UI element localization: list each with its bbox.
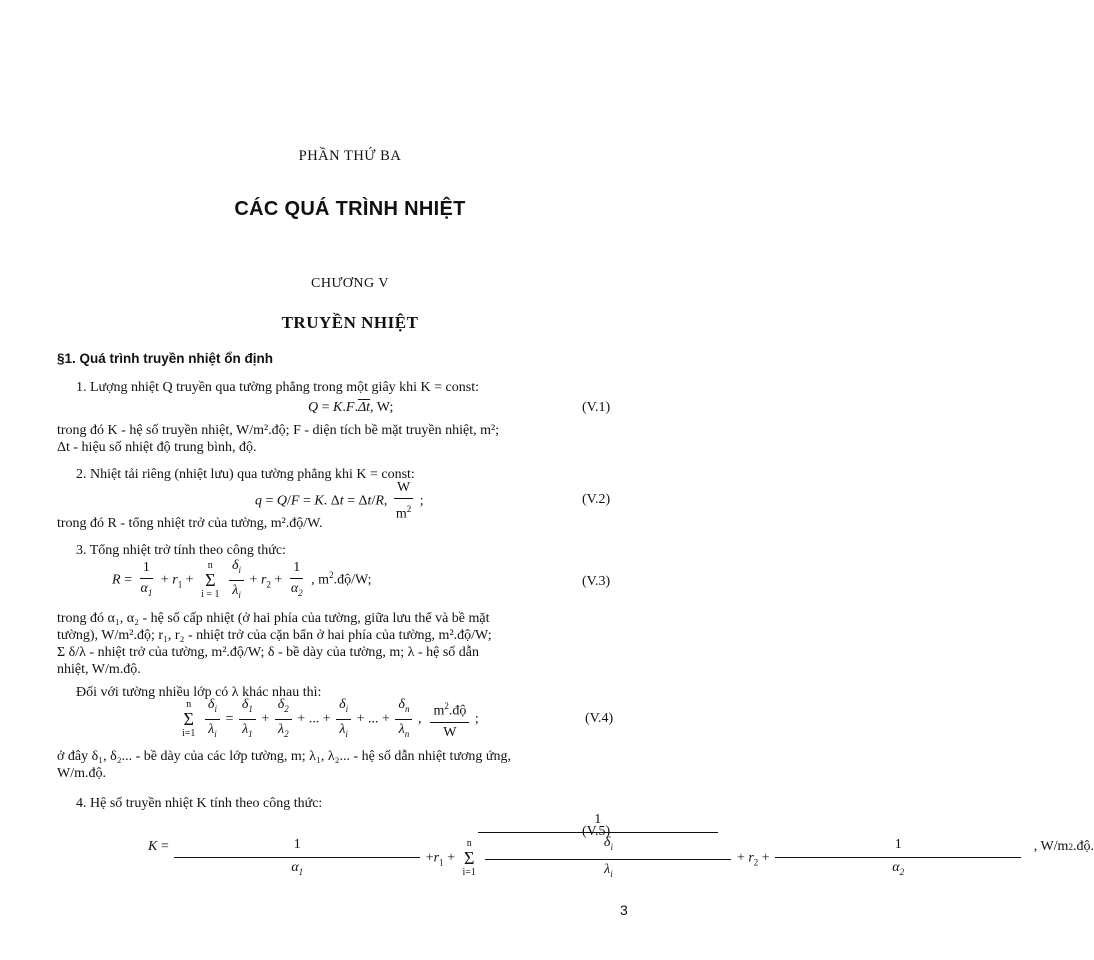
part-label: PHẦN THỨ BA (298, 148, 402, 164)
eq-number-v5: (V.5) (582, 824, 611, 839)
equation-v5: K = 1 $\frac{1}{\alpha_1}$ $+r_1$ + n Σ i=1 $\frac{\delta_i}{\lambda_i}$ + $r_2$ + $\frac{1}{\alpha_2}$ , W/m 2 .độ. (148, 812, 1094, 879)
item-3-explanation-line-3: Σ δ/λ - nhiệt trở của tường, m².độ/W; δ - bề dày của tường, m; λ - hệ số dẫn (57, 645, 480, 660)
item-3-explanation-line-2: tường), W/m².độ; r₁, r₂ - nhiệt trở của cặn bẩn ở hai phía của tường, m².độ/W; (57, 628, 492, 643)
multilayer-explanation-line-2: W/m.độ. (57, 766, 106, 781)
eq-number-v3: (V.3) (582, 574, 611, 589)
item-3-explanation-line-4: nhiệt, W/m.độ. (57, 662, 141, 677)
multilayer-intro: Đối với tường nhiều lớp có λ khác nhau thì: (76, 685, 322, 700)
item-1-explanation-line-2: Δt - hiệu số nhiệt độ trung bình, độ. (57, 440, 257, 455)
chapter-label: CHƯƠNG V (311, 276, 389, 291)
item-1-explanation-line-1: trong đó K - hệ số truyền nhiệt, W/m².độ; F - diện tích bề mặt truyền nhiệt, m²; (57, 423, 500, 438)
item-2-explanation: trong đó R - tổng nhiệt trở của tường, m².độ/W. (57, 516, 323, 531)
equation-v2: q = Q/F = K. Δt = Δt/R, $\frac{W}{m^2}$ ; (255, 480, 424, 522)
eq-number-v4: (V.4) (585, 711, 614, 726)
equation-v1: $Q = K.F.\overline{\Delta t}$, W; (308, 400, 394, 415)
page-number: 3 (620, 902, 628, 918)
equation-v3: R = $\frac{1}{\alpha_1}$ + $r_1$ + n Σ i = 1 $\frac{\delta_i}{\lambda_i}$ + $r_2$ + $\frac{1}{\alpha_2}$ , $m^2.độ/W$; (112, 558, 372, 601)
section-heading: §1. Quá trình truyền nhiệt ổn định (57, 351, 274, 366)
item-2-intro: 2. Nhiệt tải riêng (nhiệt lưu) qua tường phẳng khi K = const: (76, 467, 415, 482)
equation-v4: n Σ i=1 $\frac{\delta_i}{\lambda_i}$ = $\frac{\delta_1}{\lambda_1}$ + $\frac{\delta_2}{\lambda_2}$ + ... + $\frac{\delta_i}{\lambda_i}$ + ... + $\frac{\delta_n}{\lambda_n}$ , $\frac{m^2.độ}{W}$ ; (182, 697, 479, 740)
chapter-title: TRUYỀN NHIỆT (281, 313, 419, 332)
item-3-explanation-line-1: trong đó α₁, α₂ - hệ số cấp nhiệt (ở hai phía của tường, giữa lưu thể và bề mặt (57, 611, 490, 626)
item-3-intro: 3. Tổng nhiệt trở tính theo công thức: (76, 543, 286, 558)
eq-number-v2: (V.2) (582, 492, 611, 507)
part-title: CÁC QUÁ TRÌNH NHIỆT (234, 198, 466, 220)
item-4-intro: 4. Hệ số truyền nhiệt K tính theo công thức: (76, 796, 323, 811)
multilayer-explanation-line-1: ở đây δ₁, δ₂... - bề dày của các lớp tường, m; λ₁, λ₂... - hệ số dẫn nhiệt tương ứng, (57, 749, 512, 764)
item-1-intro: 1. Lượng nhiệt Q truyền qua tường phẳng trong một giây khi K = const: (76, 380, 479, 395)
eq-number-v1: (V.1) (582, 400, 611, 415)
